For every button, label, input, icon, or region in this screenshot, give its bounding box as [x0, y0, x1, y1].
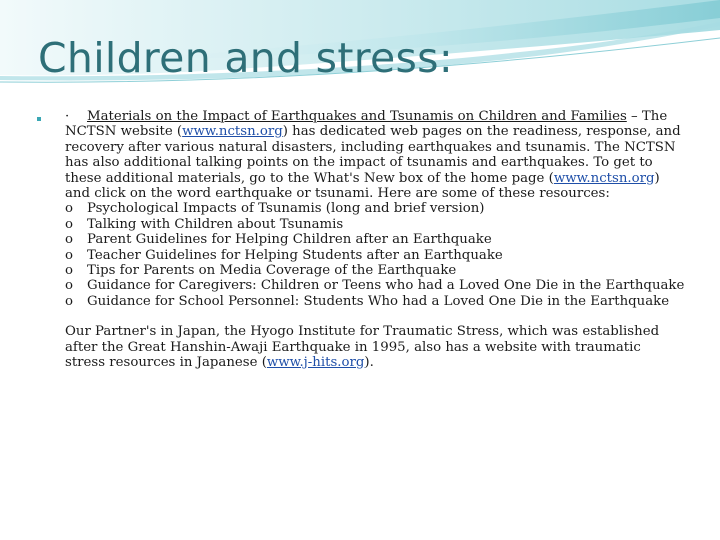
resource-item: [65, 248, 685, 263]
resource-item: [65, 217, 685, 232]
resource-item: [65, 294, 685, 309]
item-marker: o: [65, 278, 74, 294]
item-marker: o: [65, 201, 74, 217]
intro-text-2: ) has dedicated web pages on the readiness, response, and recovery after various natural disasters, including earthquakes and tsunamis. The NCTSN has also additional talking points on the impact of tsunamis and earthquakes. To get to these additional materials, go to the What's New box of the home page (: [65, 124, 681, 186]
resource-item-label: Tips for Parents on Media Coverage of the Earthquake: [87, 263, 457, 279]
resource-item: [65, 201, 685, 216]
item-marker: o: [65, 216, 74, 232]
resource-item-label: Psychological Impacts of Tsunamis (long and brief version): [87, 201, 485, 217]
resource-item-label: Guidance for Caregivers: Children or Teens who had a Loved One Die in the Earthquake: [87, 278, 685, 294]
intro-text-3: ) and click on the word earthquake or tsunami. Here are some of these resources:: [65, 170, 660, 202]
item-marker: o: [65, 247, 74, 263]
slide-title: Children and stress:: [38, 34, 453, 82]
nctsn-link-2[interactable]: www.nctsn.org: [553, 170, 655, 186]
slide-body: [65, 109, 685, 371]
bullet-marker: [37, 117, 41, 121]
lead-dot: ·: [65, 109, 70, 124]
resource-item-label: Talking with Children about Tsunamis: [87, 216, 344, 232]
section-heading: Materials on the Impact of Earthquakes and Tsunamis on Children and Families: [87, 109, 627, 124]
intro-paragraph: [65, 109, 685, 201]
nctsn-link-1[interactable]: www.nctsn.org: [182, 124, 283, 140]
partner-text-2: ).: [364, 355, 374, 371]
resource-item: [65, 232, 685, 247]
partner-text-1: Our Partner's in Japan, the Hyogo Institute for Traumatic Stress, which was established after the Great Hanshin-Awaji Earthquake in 1995, also has a website with traumatic stress resources in Japanese (: [65, 324, 660, 371]
intro-text-1: – The NCTSN website (: [65, 109, 668, 140]
resource-item-label: Parent Guidelines for Helping Children after an Earthquake: [87, 232, 492, 248]
resource-item-label: Guidance for School Personnel: Students Who had a Loved One Die in the Earthquake: [87, 293, 670, 309]
jhits-link[interactable]: www.j-hits.org: [266, 355, 365, 371]
item-marker: o: [65, 232, 74, 248]
resource-item-label: Teacher Guidelines for Helping Students after an Earthquake: [87, 247, 503, 263]
partner-paragraph: [65, 324, 685, 370]
item-marker: o: [65, 263, 74, 279]
resource-item: [65, 263, 685, 278]
item-marker: o: [65, 293, 74, 309]
resource-item: [65, 278, 685, 293]
